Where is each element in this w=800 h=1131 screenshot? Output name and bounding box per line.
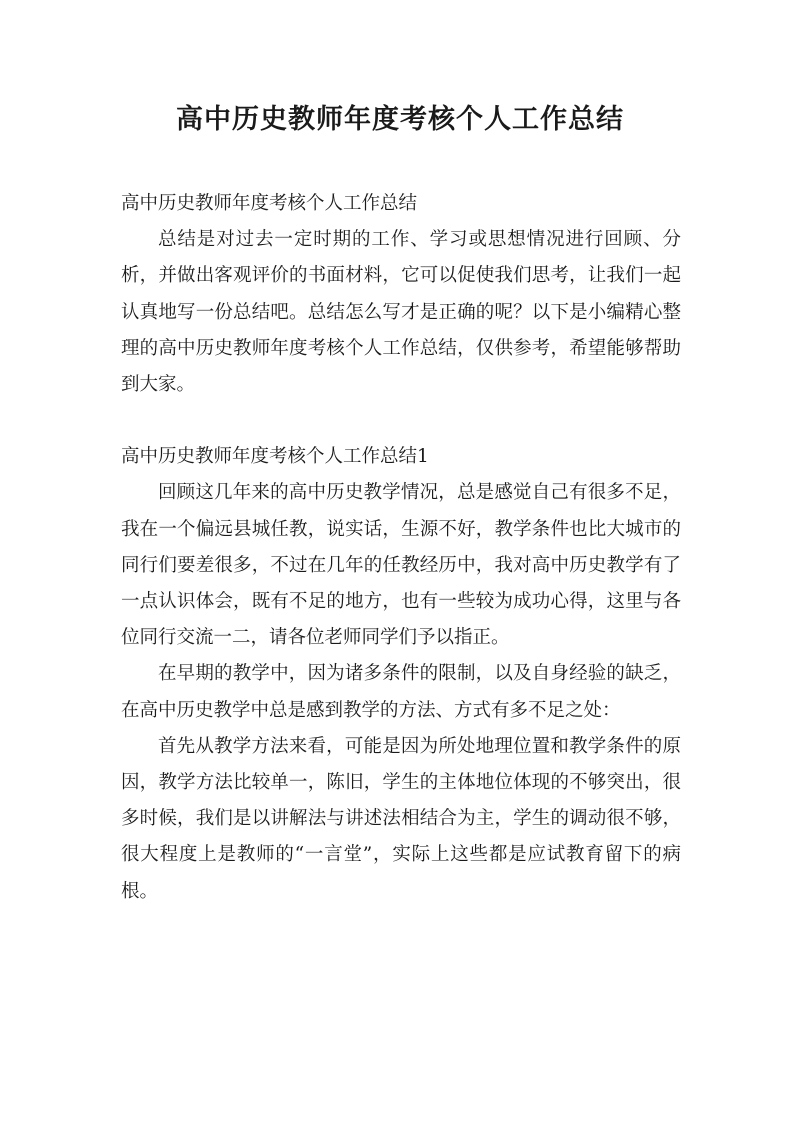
body-paragraph: 回顾这几年来的高中历史教学情况，总是感觉自己有很多不足，我在一个偏远县城任教，说实话，生源不好，教学条件也比大城市的同行们要差很多，不过在几年的任教经历中，我对高中历史教学有了一点认识体会，既有不足的地方，也有一些较为成功心得，这里与各位同行交流一二，请各位老师同学们予以指正。: [121, 482, 681, 649]
document-subtitle: 高中历史教师年度考核个人工作总结: [121, 193, 418, 214]
body-paragraph: 在早期的教学中，因为诸多条件的限制，以及自身经验的缺乏，在高中历史教学中总是感到教学的方法、方式有多不足之处：: [121, 663, 681, 721]
body-paragraph: 首先从教学方法来看，可能是因为所处地理位置和教学条件的原因，教学方法比较单一，陈旧，学生的主体地位体现的不够突出，很多时候，我们是以讲解法与讲述法相结合为主，学生的调动很不够，很大程度上是教师的“一言堂”，实际上这些都是应试教育留下的病根。: [121, 735, 681, 902]
intro-paragraph: 总结是对过去一定时期的工作、学习或思想情况进行回顾、分析，并做出客观评价的书面材料，它可以促使我们思考，让我们一起认真地写一份总结吧。总结怎么写才是正确的呢？以下是小编精心整理的高中历史教师年度考核个人工作总结，仅供参考，希望能够帮助到大家。: [121, 229, 681, 396]
document-body: [121, 186, 681, 910]
section-spacer: [121, 403, 681, 439]
section-heading: 高中历史教师年度考核个人工作总结1: [121, 446, 429, 468]
document-title: 高中历史教师年度考核个人工作总结: [176, 104, 624, 135]
